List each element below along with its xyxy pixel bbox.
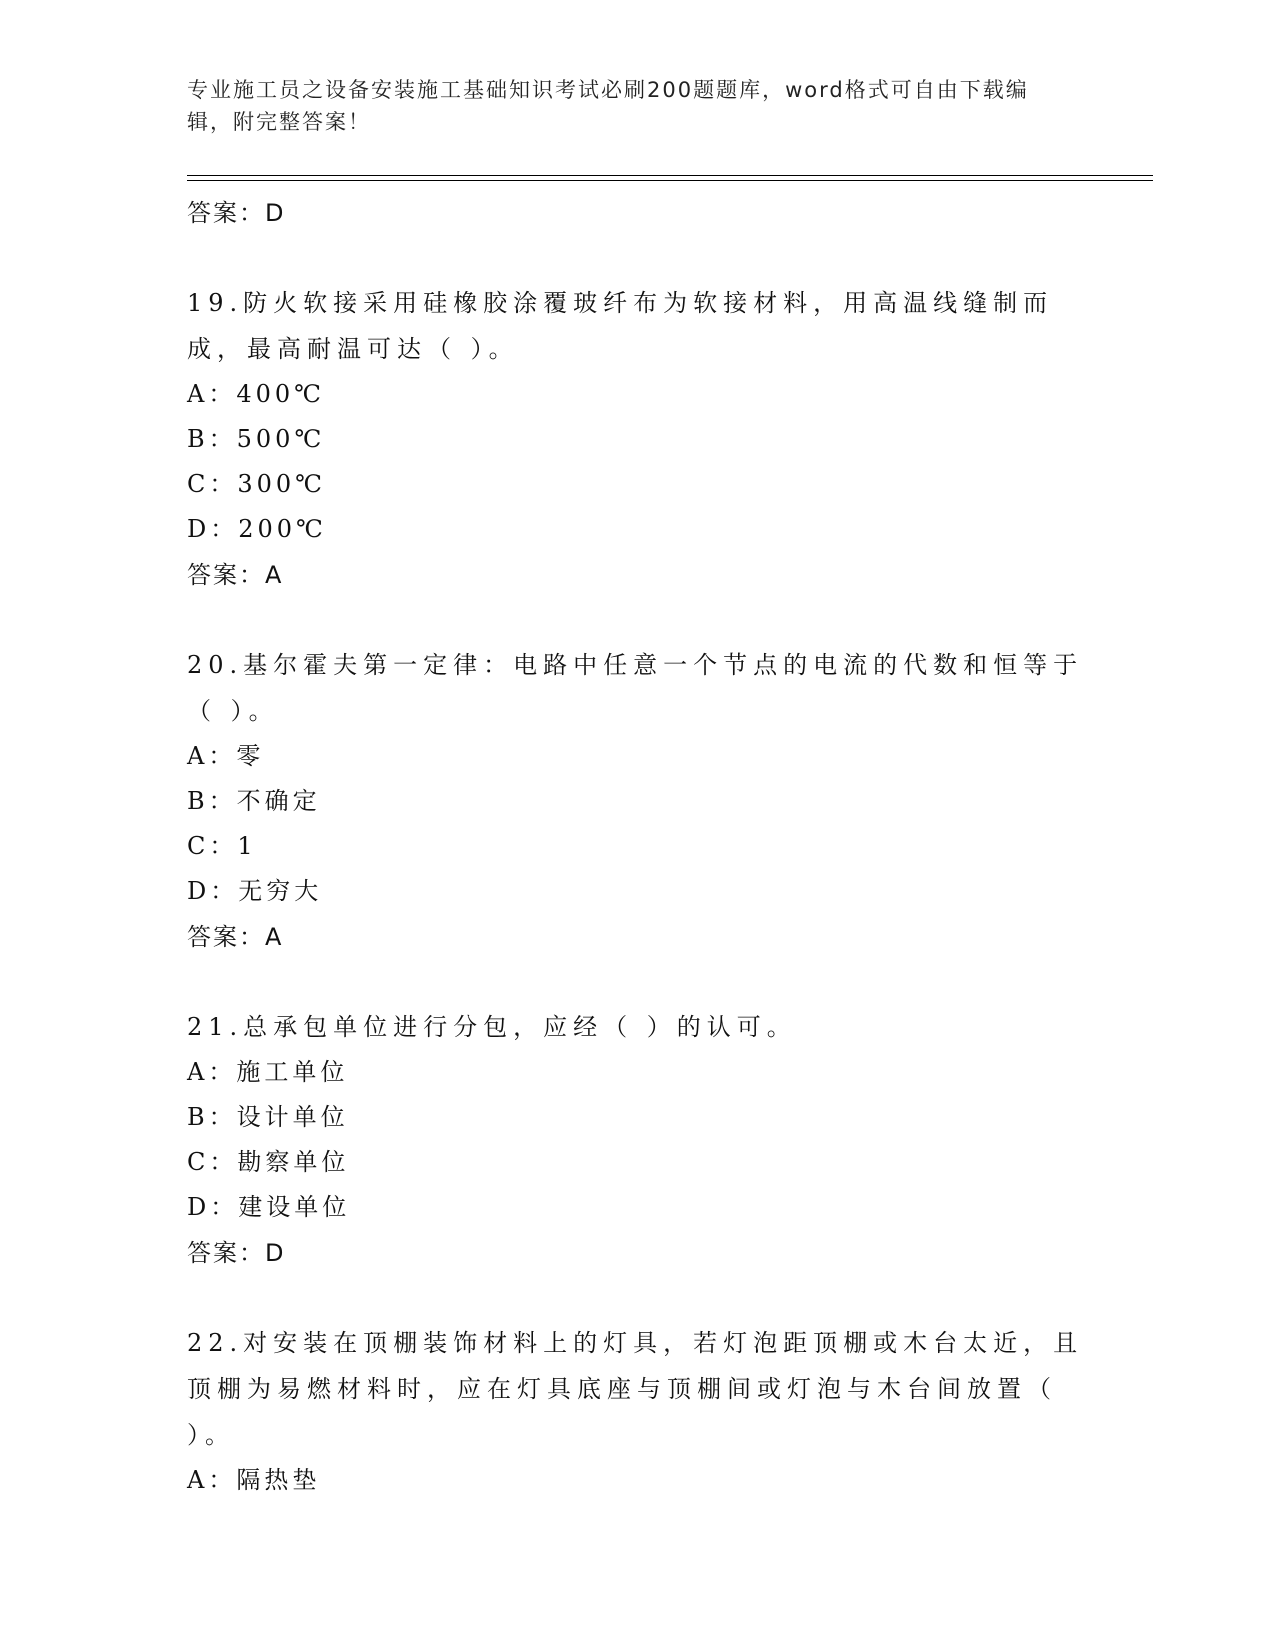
option-item: A：施工单位 bbox=[187, 1058, 349, 1086]
option-item: D：建设单位 bbox=[187, 1193, 351, 1221]
spacer bbox=[187, 236, 1087, 280]
header-rule-top bbox=[187, 175, 1153, 176]
option-item: A：零 bbox=[187, 742, 265, 770]
option-item: A：400℃ bbox=[187, 380, 325, 408]
spacer bbox=[187, 598, 1087, 642]
option-item: A：隔热垫 bbox=[187, 1466, 321, 1494]
option-item: B：不确定 bbox=[187, 787, 321, 815]
option-item: C：300℃ bbox=[187, 470, 327, 498]
spacer bbox=[187, 1276, 1087, 1320]
option-item: B：设计单位 bbox=[187, 1103, 349, 1131]
answer-line: 答案：A bbox=[187, 923, 284, 951]
answer-line: 答案：D bbox=[187, 199, 286, 227]
option-item: D：200℃ bbox=[187, 515, 327, 543]
answer-line: 答案：A bbox=[187, 561, 284, 589]
option-item: C：1 bbox=[187, 832, 257, 860]
option-item: D：无穷大 bbox=[187, 877, 323, 905]
option-item: B：500℃ bbox=[187, 425, 326, 453]
answer-line: 答案：D bbox=[187, 1239, 286, 1267]
header-rule-bottom bbox=[187, 180, 1153, 181]
document-header: 专业施工员之设备安装施工基础知识考试必刷200题题库，word格式可自由下载编辑，附完整答案！ bbox=[187, 78, 1029, 134]
option-item: C：勘察单位 bbox=[187, 1148, 350, 1176]
question-text: 22.对安装在顶棚装饰材料上的灯具，若灯泡距顶棚或木台太近，且顶棚为易燃材料时，应在灯具底座与顶棚间或灯泡与木台间放置（ ）。 bbox=[187, 1329, 1084, 1449]
question-text: 21.总承包单位进行分包，应经（ ）的认可。 bbox=[187, 1013, 797, 1041]
spacer bbox=[187, 960, 1087, 1004]
question-text: 19.防火软接采用硅橡胶涂覆玻纤布为软接材料，用高温线缝制而成，最高耐温可达（ ）。 bbox=[187, 289, 1054, 363]
question-list bbox=[187, 190, 1087, 1503]
question-text: 20.基尔霍夫第一定律：电路中任意一个节点的电流的代数和恒等于（ ）。 bbox=[187, 651, 1084, 725]
